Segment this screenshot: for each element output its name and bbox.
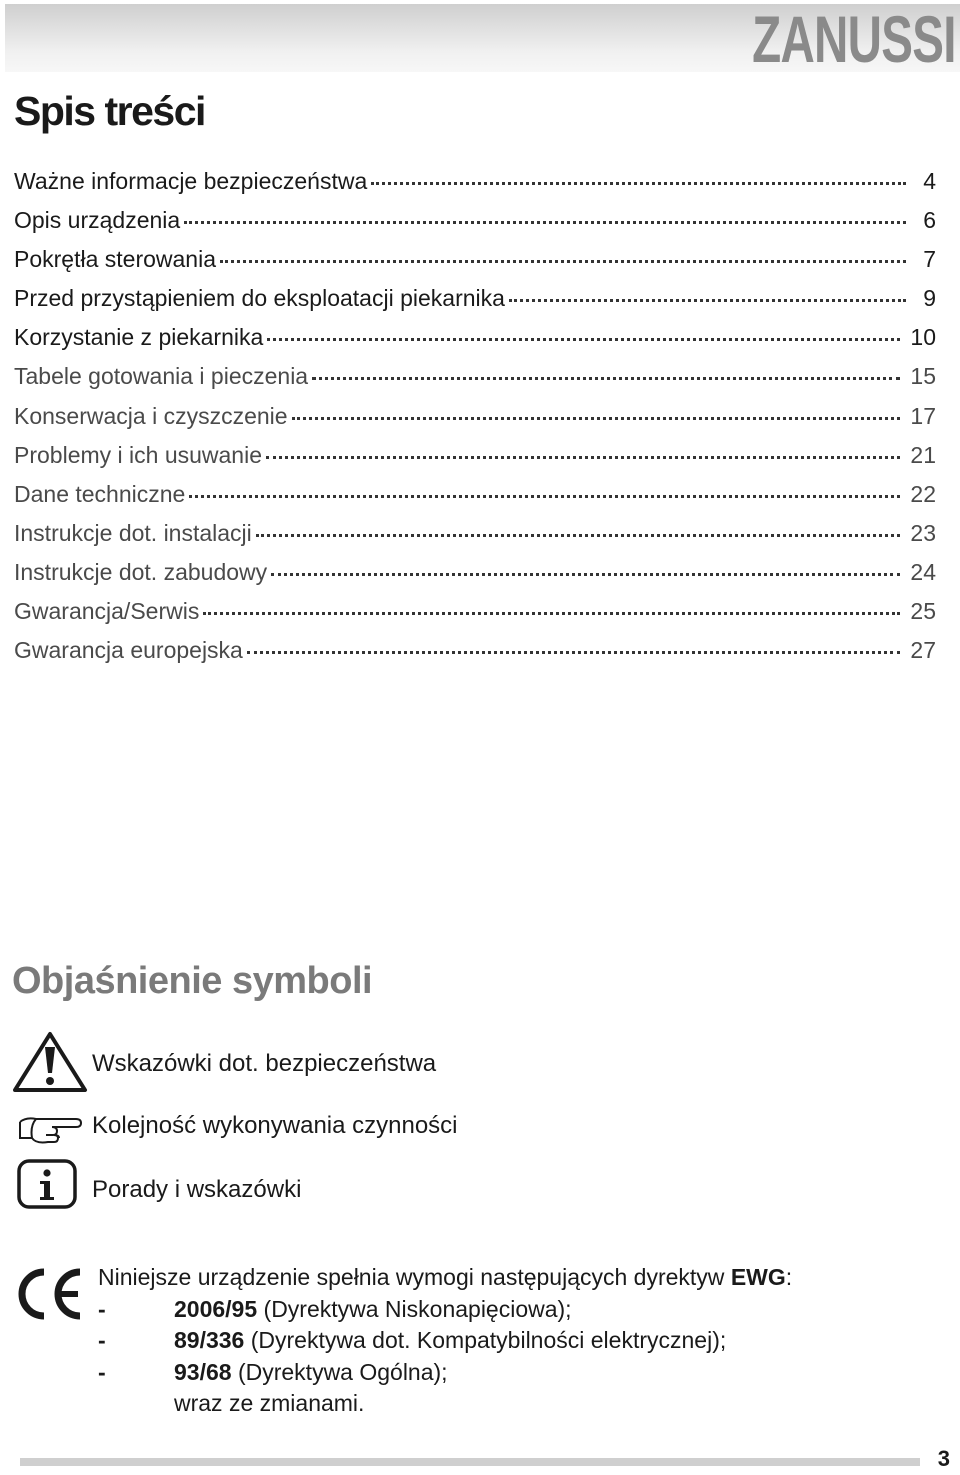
- toc-entry-label: Gwarancja europejska: [14, 637, 243, 664]
- toc-entry-page: 15: [910, 363, 936, 390]
- directive-desc: (Dyrektywa Ogólna);: [231, 1358, 448, 1385]
- toc-leader: [203, 611, 900, 615]
- directive-code: 93/68: [174, 1358, 232, 1385]
- symbol-row-safety: [12, 1030, 612, 1090]
- directive-desc: (Dyrektywa dot. Kompatybilności elektrycznej);: [244, 1327, 727, 1353]
- directive-desc: (Dyrektywa Niskonapięciowa);: [257, 1295, 572, 1322]
- warning-triangle-icon: [12, 1030, 88, 1094]
- toc-entry[interactable]: [14, 357, 936, 396]
- pointing-hand-icon: [16, 1108, 84, 1146]
- symbol-label: Porady i wskazówki: [92, 1176, 302, 1203]
- toc-entry-label: Korzystanie z piekarnika: [14, 324, 264, 351]
- page-number: 3: [937, 1446, 950, 1471]
- table-of-contents: [14, 162, 936, 670]
- toc-leader: [267, 337, 900, 341]
- toc-leader: [247, 650, 901, 654]
- toc-entry-label: Pokrętła sterowania: [14, 246, 216, 273]
- toc-leader: [256, 533, 901, 537]
- toc-entry-label: Ważne informacje bezpieczeństwa: [14, 168, 368, 194]
- symbol-label: Wskazówki dot. bezpieczeństwa: [92, 1050, 437, 1077]
- directive-code: 2006/95: [174, 1295, 258, 1322]
- ce-text: [98, 1262, 792, 1420]
- toc-entry-label: Problemy i ich usuwanie: [14, 441, 263, 468]
- toc-entry-page: 21: [910, 441, 936, 468]
- info-icon: [16, 1158, 80, 1212]
- toc-entry-label: Opis urządzenia: [14, 207, 181, 234]
- directive-code: 89/336: [174, 1327, 245, 1353]
- toc-entry-page: 27: [910, 637, 936, 664]
- toc-leader: [509, 298, 906, 302]
- toc-leader: [189, 494, 900, 498]
- toc-entry-label: Dane techniczne: [14, 480, 186, 507]
- toc-leader: [184, 220, 906, 224]
- toc-entry[interactable]: [14, 240, 936, 279]
- toc-entry[interactable]: [14, 318, 936, 357]
- toc-entry-label: Instrukcje dot. zabudowy: [14, 558, 268, 585]
- toc-entry-page: 25: [910, 598, 936, 625]
- ce-directive: - 89/336 (Dyrektywa dot. Kompatybilności elektrycznej);: [98, 1327, 727, 1353]
- toc-entry-label: Gwarancja/Serwis: [14, 598, 200, 625]
- ce-outro: wraz ze zmianami.: [174, 1390, 365, 1416]
- toc-entry[interactable]: [14, 436, 936, 475]
- toc-entry-label: Tabele gotowania i pieczenia: [14, 363, 309, 390]
- toc-leader: [266, 455, 900, 459]
- symbol-row-tips: [12, 1158, 612, 1218]
- toc-entry[interactable]: [14, 201, 936, 240]
- toc-entry[interactable]: [14, 397, 936, 436]
- toc-entry[interactable]: [14, 514, 936, 553]
- page-title: Spis treści: [14, 88, 205, 134]
- toc-entry-page: 4: [923, 168, 936, 194]
- toc-entry[interactable]: [14, 592, 936, 631]
- toc-leader: [312, 376, 900, 380]
- ce-intro: Niniejsze urządzenie spełnia wymogi następujących dyrektyw EWG:: [98, 1264, 793, 1290]
- symbol-label: Kolejność wykonywania czynności: [92, 1112, 458, 1139]
- toc-leader: [292, 416, 901, 420]
- toc-entry-label: Konserwacja i czyszczenie: [14, 402, 288, 429]
- toc-entry[interactable]: [14, 553, 936, 592]
- ce-directive: - 93/68 (Dyrektywa Ogólna);: [98, 1358, 448, 1385]
- footer-rule: [20, 1458, 920, 1466]
- ce-mark-icon: [14, 1264, 86, 1326]
- toc-entry-page: 6: [923, 207, 936, 234]
- toc-entry-label: Instrukcje dot. instalacji: [14, 519, 252, 546]
- toc-entry-label: Przed przystąpieniem do eksploatacji piekarnika: [14, 285, 505, 312]
- toc-entry-page: 23: [910, 519, 936, 546]
- toc-entry[interactable]: [14, 631, 936, 670]
- symbols-section-title: Objaśnienie symboli: [12, 960, 373, 1002]
- ce-directive: - 2006/95 (Dyrektywa Niskonapięciowa);: [98, 1295, 572, 1322]
- toc-entry-page: 22: [910, 480, 936, 507]
- toc-entry-page: 24: [910, 558, 936, 585]
- toc-entry[interactable]: [14, 475, 936, 514]
- ce-compliance-block: [14, 1262, 914, 1432]
- toc-leader: [271, 572, 900, 576]
- toc-entry-page: 7: [923, 246, 936, 273]
- brand-logo: ZANUSSI: [752, 2, 956, 76]
- toc-entry[interactable]: [14, 279, 936, 318]
- toc-leader: [220, 259, 906, 263]
- toc-entry-page: 9: [923, 285, 936, 312]
- toc-entry-page: 17: [910, 402, 936, 429]
- toc-entry-page: 10: [910, 324, 936, 351]
- toc-leader: [371, 181, 906, 185]
- toc-entry[interactable]: [14, 162, 936, 201]
